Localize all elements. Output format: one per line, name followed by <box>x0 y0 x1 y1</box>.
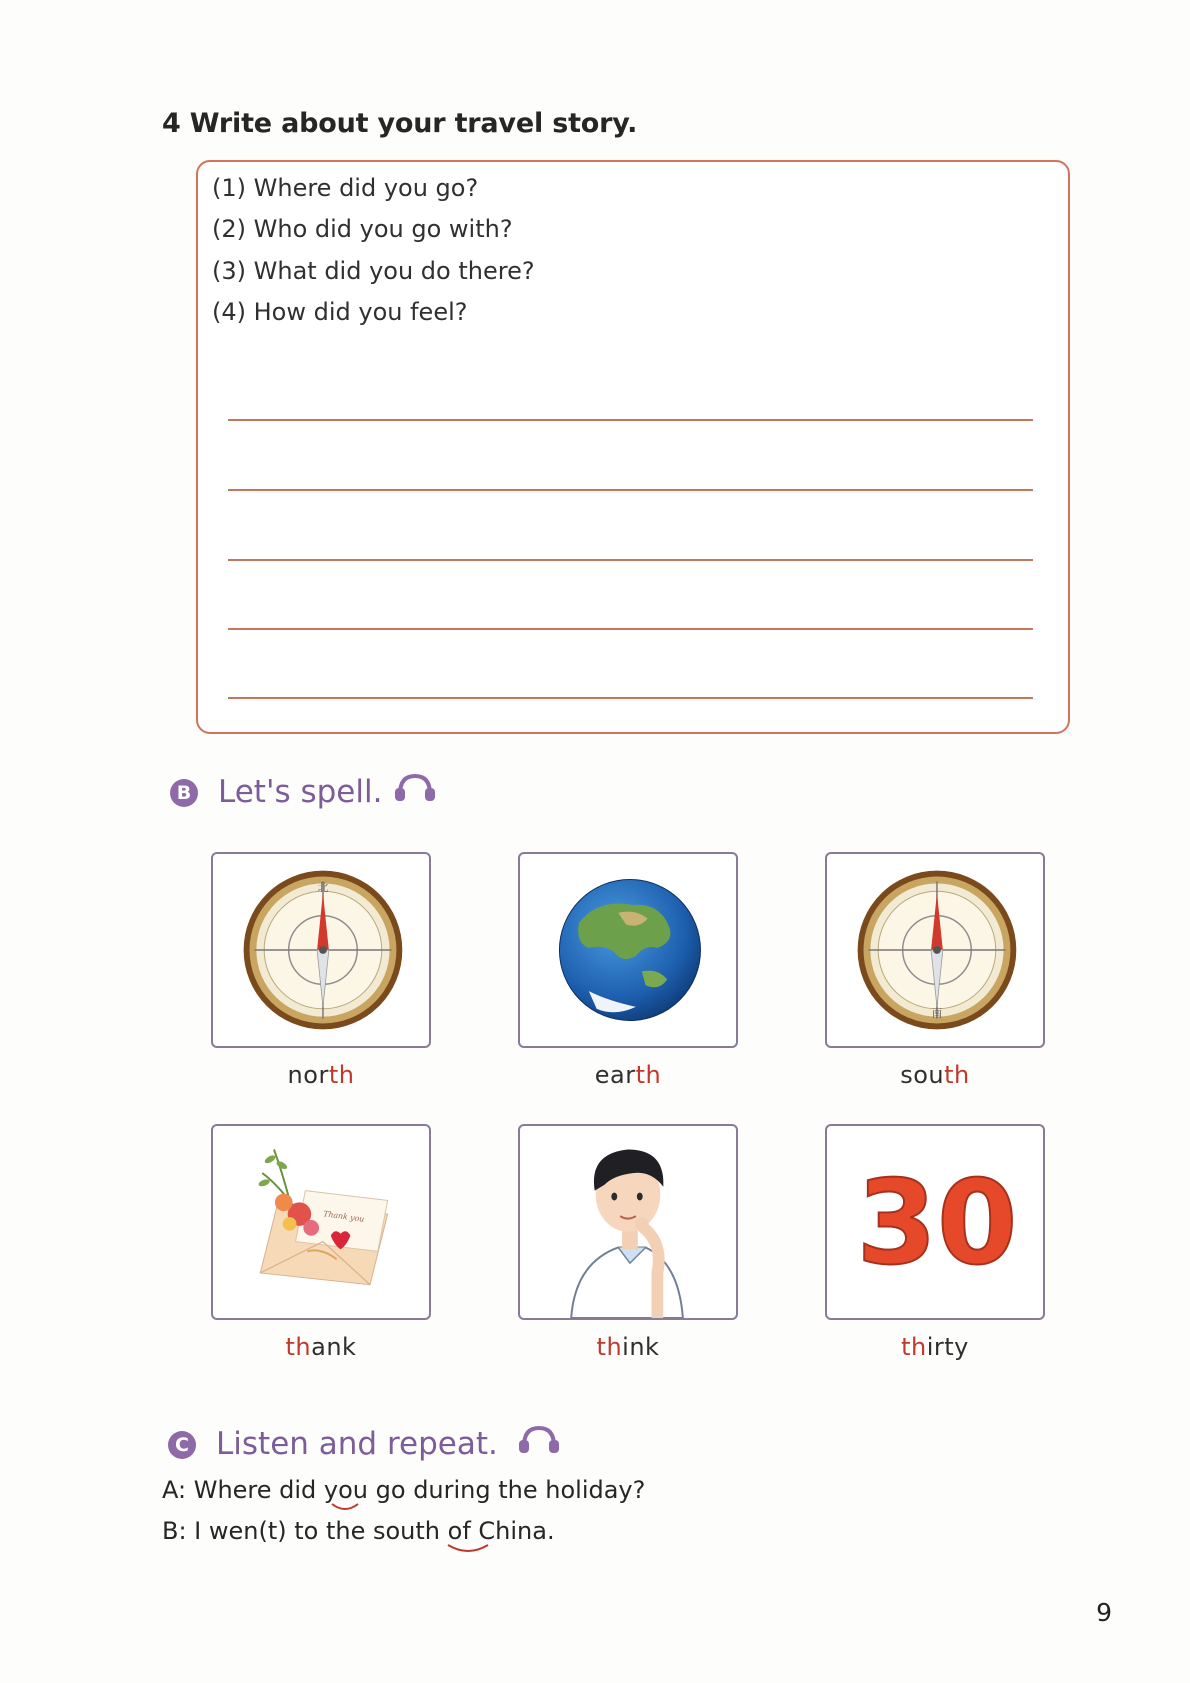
writing-line-4[interactable] <box>228 628 1033 630</box>
liaison-mark-a <box>330 1502 360 1514</box>
thank-you-card-icon <box>213 1126 429 1318</box>
liaison-mark-b <box>446 1543 490 1555</box>
exercise-4-title: 4 Write about your travel story. <box>162 108 638 139</box>
word-thank-post: ank <box>311 1333 357 1361</box>
picture-card-think <box>518 1124 738 1320</box>
compass-north-icon <box>213 854 429 1046</box>
word-thank <box>211 1333 431 1361</box>
word-think <box>518 1333 738 1361</box>
writing-line-5[interactable] <box>228 697 1033 699</box>
word-south <box>825 1061 1045 1089</box>
word-north <box>211 1061 431 1089</box>
dialog-line-a: A: Where did you go during the holiday? <box>162 1476 646 1504</box>
word-think-post: ink <box>622 1333 660 1361</box>
word-south-highlight: th <box>944 1061 970 1089</box>
question-4: (4) How did you feel? <box>212 298 468 326</box>
travel-story-box <box>196 160 1070 734</box>
picture-card-north <box>211 852 431 1048</box>
word-thirty <box>825 1333 1045 1361</box>
writing-line-1[interactable] <box>228 419 1033 421</box>
section-b-badge: B <box>170 779 198 807</box>
question-3: (3) What did you do there? <box>212 257 535 285</box>
compass-south-icon <box>827 854 1043 1046</box>
word-north-pre: nor <box>287 1061 329 1089</box>
section-c-badge: C <box>168 1431 196 1459</box>
section-c-title: Listen and repeat. <box>216 1426 498 1462</box>
section-b-title: Let's spell. <box>218 774 383 810</box>
word-think-highlight: th <box>596 1333 623 1361</box>
writing-line-3[interactable] <box>228 559 1033 561</box>
word-south-pre: sou <box>900 1061 945 1089</box>
question-2: (2) Who did you go with? <box>212 215 513 243</box>
earth-globe-icon <box>520 854 736 1046</box>
word-thirty-post: irty <box>926 1333 969 1361</box>
compass-north-char: 北 <box>317 881 329 895</box>
word-earth <box>518 1061 738 1089</box>
thinking-boy-icon <box>520 1126 736 1318</box>
picture-card-thirty <box>825 1124 1045 1320</box>
word-earth-highlight: th <box>635 1061 662 1089</box>
picture-card-thank <box>211 1124 431 1320</box>
picture-card-south <box>825 852 1045 1048</box>
picture-card-earth <box>518 852 738 1048</box>
card-text: Thank you <box>322 1209 365 1224</box>
compass-south-char: 南 <box>931 1006 943 1020</box>
headphones-icon[interactable] <box>516 1424 562 1454</box>
headphones-icon[interactable] <box>392 772 438 802</box>
dialog-line-b: B: I wen(t) to the south of China. <box>162 1517 555 1545</box>
writing-line-2[interactable] <box>228 489 1033 491</box>
word-earth-pre: ear <box>594 1061 636 1089</box>
word-thank-highlight: th <box>285 1333 312 1361</box>
page-number: 9 <box>1096 1598 1112 1627</box>
word-thirty-highlight: th <box>901 1333 927 1361</box>
number-thirty-icon <box>827 1126 1043 1318</box>
number-thirty-text: 30 <box>856 1157 1018 1292</box>
word-north-highlight: th <box>328 1061 355 1089</box>
question-1: (1) Where did you go? <box>212 174 479 202</box>
